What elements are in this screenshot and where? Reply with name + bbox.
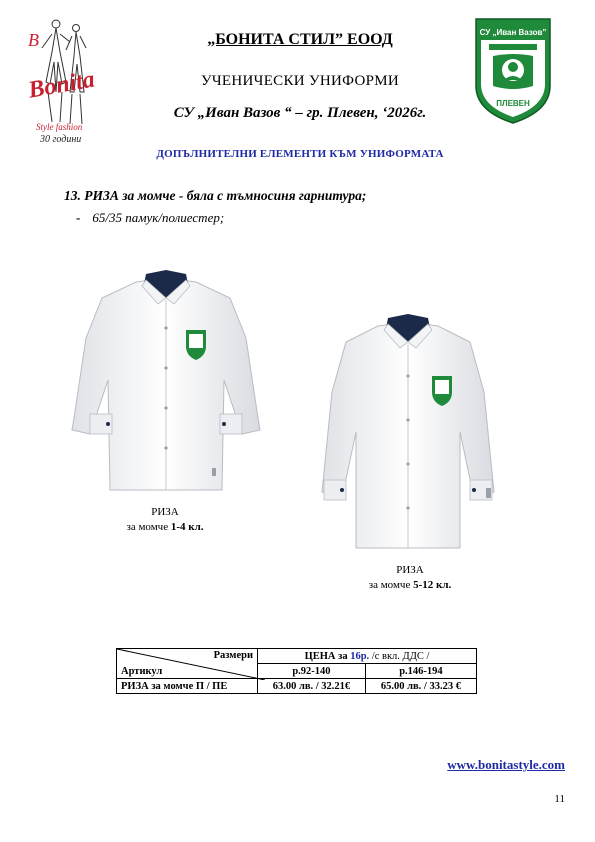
shirt-icon — [62, 268, 270, 500]
svg-text:СУ „Иван Вазов”: СУ „Иван Вазов” — [479, 28, 547, 37]
caption-name: РИЗА — [396, 564, 424, 576]
school-emblem — [473, 16, 553, 126]
price-cell: 63.00 лв. / 32.21€ — [258, 679, 366, 694]
website-link[interactable]: www.bonitastyle.com — [447, 757, 565, 772]
svg-text:B: B — [28, 30, 39, 50]
article-cell: РИЗА за момче П / ПЕ — [117, 679, 258, 694]
shirt-image-small — [62, 268, 270, 500]
bullet-dash: - — [76, 210, 81, 225]
size-col-1: р.92-140 — [258, 664, 366, 679]
price-table — [116, 648, 477, 694]
fashion-figures-icon — [22, 12, 104, 147]
item-title: 13. РИЗА за момче - бяла с тъмносиня гарнитура; — [64, 188, 367, 203]
price-quantity: 16р. — [350, 650, 370, 662]
school-shield-icon — [473, 16, 553, 126]
shirt-icon — [312, 312, 504, 556]
svg-text:30 години: 30 години — [40, 134, 82, 145]
svg-text:Style fashion: Style fashion — [36, 122, 83, 132]
sizes-label: Размери — [213, 650, 253, 661]
price-cell: 65.00 лв. / 33.23 € — [365, 679, 476, 694]
size-col-2: р.146-194 — [365, 664, 476, 679]
article-label: Артикул — [121, 666, 163, 677]
table-row — [117, 679, 477, 694]
section-title: ДОПЪЛНИТЕЛНИ ЕЛЕМЕНТИ КЪМ УНИФОРМАТА — [156, 148, 444, 160]
company-name: „БОНИТА СТИЛ” ЕООД — [207, 31, 393, 48]
table-header-corner — [117, 649, 258, 679]
caption-grade-line: за момче 5-12 кл. — [368, 579, 452, 591]
document-subtitle: УЧЕНИЧЕСКИ УНИФОРМИ — [200, 73, 400, 89]
caption-large-shirt — [340, 563, 480, 593]
caption-name: РИЗА — [151, 506, 179, 518]
page-number: 11 — [554, 793, 565, 805]
caption-grade-line: за момче 1-4 кл. — [126, 521, 204, 533]
caption-small-shirt — [120, 505, 210, 535]
price-header: ЦЕНА за 16р. /с вкл. ДДС / — [258, 649, 477, 664]
material-text: 65/35 памук/полиестер; — [92, 210, 225, 225]
school-line: СУ „Иван Вазов “ – гр. Плевен, ‘2026г. — [173, 105, 427, 121]
bonita-logo — [22, 12, 104, 147]
svg-text:Bonita: Bonita — [26, 66, 97, 104]
item-material — [76, 210, 224, 226]
svg-text:ПЛЕВЕН: ПЛЕВЕН — [496, 99, 530, 108]
shirt-image-large — [312, 312, 504, 556]
